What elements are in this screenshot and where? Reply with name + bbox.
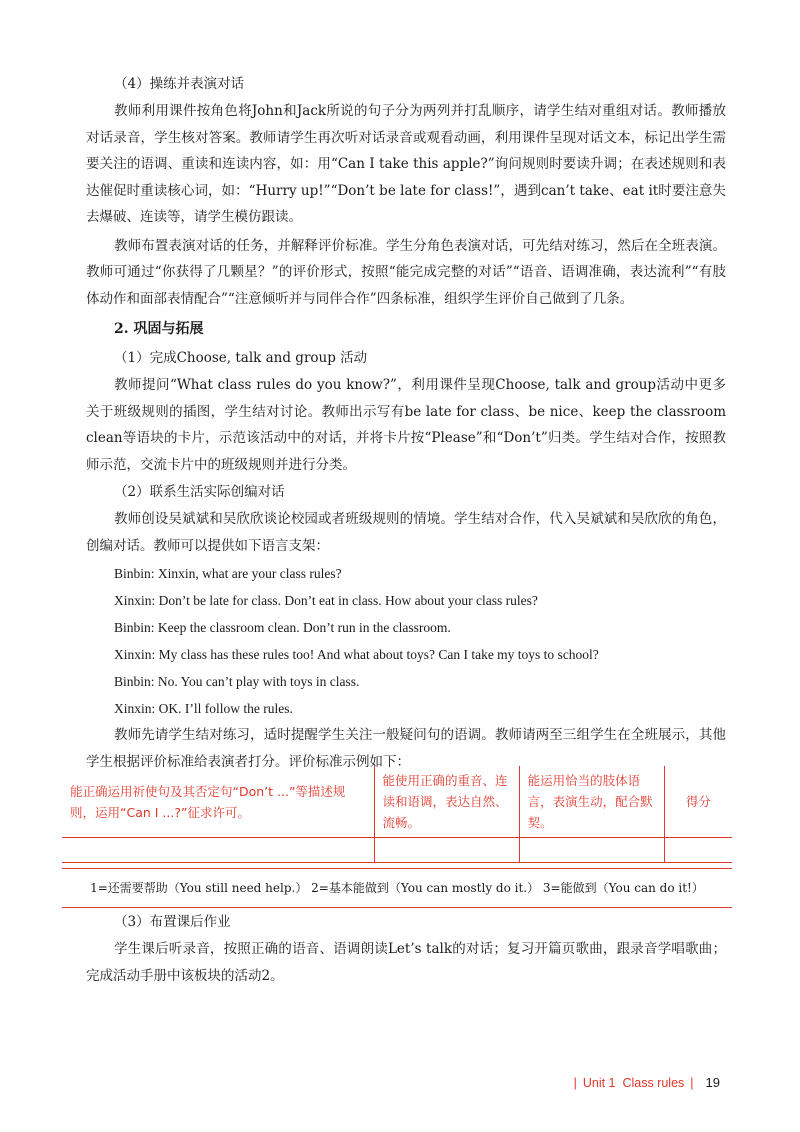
page-footer	[568, 1075, 720, 1090]
heading-4: （4）操练并表演对话	[114, 76, 245, 92]
paragraph-4: 教师创设吴斌斌和吴欣欣谈论校园或者班级规则的情境。学生结对合作，代入吴斌斌和吴欣欣的角色，创编对话。教师可以提供如下语言支架：	[86, 511, 726, 554]
footer-divider: |	[690, 1076, 694, 1090]
blank-cell	[519, 838, 664, 863]
paragraph-2: 教师布置表演对话的任务，并解释评价标准。学生分角色表演对话，可先结对练习，然后在全班表演。教师可通过“你获得了几颗星？”的评价形式，按照“能完成完整的对话”“语音、语调准确，表达流利”“有肢体动作和面部表情配合”“注意倾听并与同伴合作”四条标准，组织学生评价自己做到了几条。	[86, 237, 726, 307]
blank-row	[62, 838, 732, 863]
blank-cell	[62, 838, 374, 863]
paragraph-1: 教师利用课件按角色将John和Jack所说的句子分为两列并打乱顺序，请学生结对重组对话。教师播放对话录音，学生核对答案。教师请学生再次听对话录音或观看动画，利用课件呈现对话文本，标记出学生需要关注的语调、重读和连读内容，如：用“Can I take this apple?”询问规则时要读升调；在表述规则和表达催促时重读核心词，如：“Hurry up!”“Don’t be late for class!”，遇到can’t take、eat it时要注意失去爆破、连读等，请学生模仿跟读。	[86, 103, 726, 225]
footer-unit: Unit 1	[582, 1076, 616, 1090]
blank-cell	[664, 838, 732, 863]
dialogue-line: Xinxin: OK. I’ll follow the rules.	[114, 701, 293, 716]
footer-title: Class rules	[622, 1076, 685, 1090]
subheading-2: （2）联系生活实际创编对话	[114, 484, 285, 500]
criteria-row	[62, 766, 732, 838]
dialogue-block	[86, 560, 726, 722]
blank-cell	[374, 838, 519, 863]
rating-legend: 1=还需要帮助（You still need help.） 2=基本能做到（You can mostly do it.） 3=能做到（You can do it!）	[62, 868, 732, 908]
score-header: 得分	[664, 766, 732, 838]
section-heading-2: 2. 巩固与拓展	[114, 321, 204, 337]
heading-3: （3）布置课后作业	[114, 914, 231, 930]
paragraph-3: 教师提问“What class rules do you know?”，利用课件呈现Choose, talk and group活动中更多关于班级规则的插图，学生结对讨论。教师出示写有be late for class、be nice、keep the classroom clean等语块的卡片，示范该活动中的对话，并将卡片按“Please”和“Don’t”归类。学生结对合作，按照教师示范，交流卡片中的班级规则并进行分类。	[86, 377, 726, 473]
evaluation-table	[62, 766, 732, 863]
page-number: 19	[705, 1075, 720, 1090]
criterion-cell: 能运用恰当的肢体语言，表演生动，配合默契。	[519, 766, 664, 838]
dialogue-line: Binbin: No. You can’t play with toys in class.	[114, 674, 360, 689]
main-text	[86, 70, 726, 775]
paragraph-6: 学生课后听录音，按照正确的语音、语调朗读Let’s talk的对话；复习开篇页歌曲，跟录音学唱歌曲；完成活动手册中该板块的活动2。	[86, 941, 726, 984]
dialogue-line: Binbin: Keep the classroom clean. Don’t run in the classroom.	[114, 620, 451, 635]
subheading-1: （1）完成Choose, talk and group 活动	[114, 350, 368, 366]
homework-section	[86, 908, 726, 989]
dialogue-line: Xinxin: My class has these rules too! And what about toys? Can I take my toys to school?	[114, 647, 599, 662]
dialogue-line: Xinxin: Don’t be late for class. Don’t eat in class. How about your class rules?	[114, 593, 538, 608]
criterion-cell: 能正确运用祈使句及其否定句“Don’t ...”等描述规则，运用“Can I ...?”征求许可。	[62, 766, 374, 838]
footer-divider: |	[573, 1076, 577, 1090]
paragraph-5: 教师先请学生结对练习，适时提醒学生关注一般疑问句的语调。教师请两至三组学生在全班展示，其他学生根据评价标准给表演者打分。评价标准示例如下：	[86, 727, 726, 770]
dialogue-line: Binbin: Xinxin, what are your class rules?	[114, 566, 342, 581]
criterion-cell: 能使用正确的重音、连读和语调，表达自然、流畅。	[374, 766, 519, 838]
